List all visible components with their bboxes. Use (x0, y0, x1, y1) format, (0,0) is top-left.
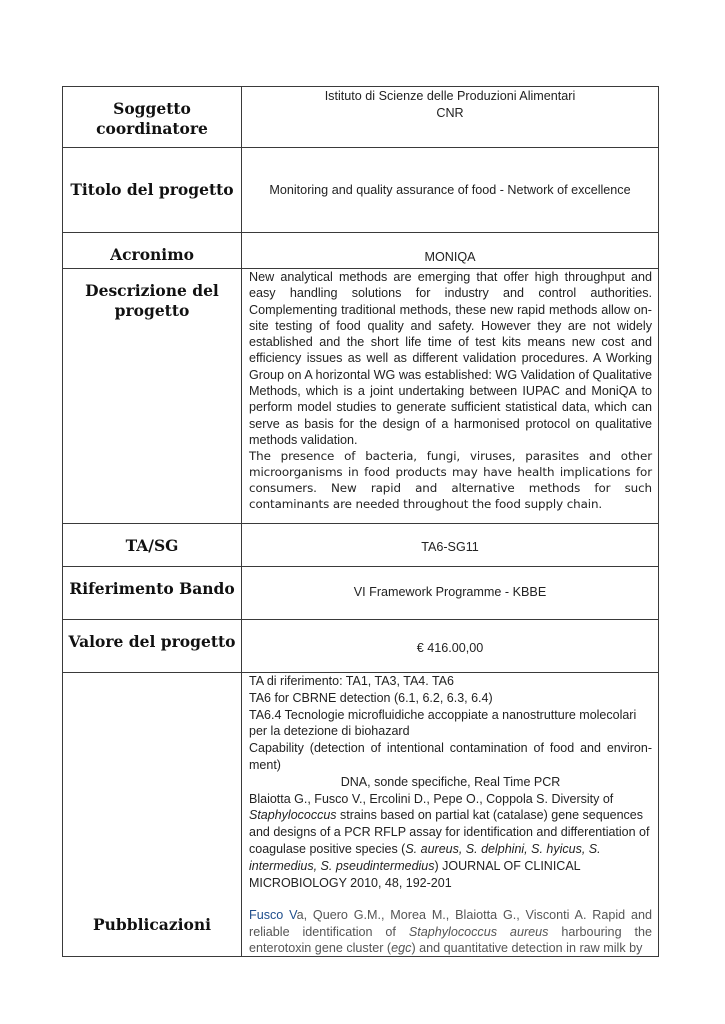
value-cell (242, 148, 659, 233)
ta-line: TA6 for CBRNE detection (6.1, 6.2, 6.3, 6.4) (249, 690, 493, 705)
label-cell (63, 673, 242, 957)
pub1-genus: Staphylococcus (249, 808, 337, 823)
label-text: Titolo del progetto (70, 180, 234, 199)
pub1-authors: Blaiotta G., Fusco V., Ercolini D., Pepe O., Coppola S. Diversity of (249, 791, 614, 806)
institute-org: CNR (436, 106, 464, 120)
description-paragraph-1: New analytical methods are emerging that offer high throughput and easy handling solutions for industry and control authorities. Complementing traditional methods, these new rapid methods allow on-site testing of food quality and safety. However they are not widely established and the short life time of test kits means new cost and efficiency issues as well as different validation procedures. A Working Group on A horizontal WG was established: WG Validation of Qualitative Methods, which is a joint undertaking between IUPAC and MoniQA to perform model studies to generate sufficient statistical data, which can serve as basis for the design of a harmonised protocol on qualitative methods validation. (249, 270, 652, 447)
value-cell (242, 233, 659, 269)
pub1-journal: ) JOURNAL OF CLINICAL MICROBIOLOGY 2010, 48, 192-201 (249, 858, 581, 890)
project-value: € 416.00,00 (416, 641, 484, 655)
publication-2 (242, 907, 658, 956)
label-cell (63, 233, 242, 269)
value-cell (242, 269, 659, 524)
value-cell (242, 673, 659, 957)
pub2-gene: egc (391, 940, 412, 955)
label-line: Descrizione del (85, 281, 219, 300)
label-cell (63, 87, 242, 148)
label-text: Riferimento Bando (69, 579, 235, 598)
label-cell (63, 269, 242, 524)
label-cell (63, 524, 242, 567)
label-cell (63, 567, 242, 620)
bando-value: VI Framework Programme - KBBE (353, 585, 547, 599)
acronym: MONIQA (424, 250, 476, 264)
value-cell (242, 567, 659, 620)
row-pubblicazioni (63, 673, 659, 957)
description-paragraph-2: The presence of bacteria, fungi, viruses, parasites and other microorganisms in food products may have health implications for consumers. New rapid and alternative methods for such contaminants are needed throughout the food supply chain. (249, 449, 652, 512)
row-descrizione (63, 269, 659, 524)
label-text: Acronimo (110, 245, 194, 264)
value-cell (242, 524, 659, 567)
ta-sg-value: TA6-SG11 (421, 540, 479, 554)
pub2-species: Staphylococcus aureus (408, 924, 549, 939)
ta-line: TA6.4 Tecnologie microfluidiche accoppiate a nanostrutture molecolari per la detezione di biohazard (249, 707, 637, 739)
value-cell (242, 87, 659, 148)
project-info-table (62, 86, 659, 957)
row-riferimento-bando (63, 567, 659, 620)
ta-line: TA di riferimento: TA1, TA3, TA4. TA6 (249, 674, 454, 688)
institute-name: Istituto di Scienze delle Produzioni Alimentari (324, 89, 576, 103)
label-line: Soggetto (113, 99, 191, 118)
label-cell (63, 148, 242, 233)
publication-1 (242, 791, 658, 892)
row-acronimo (63, 233, 659, 269)
row-ta-sg (63, 524, 659, 567)
pub2-text: harbouring the enterotoxin gene cluster ( (249, 924, 652, 955)
pub2-text: ) and quantitative detection in raw milk by (411, 940, 643, 955)
row-soggetto-coordinatore (63, 87, 659, 148)
ta-line: Capability (detection of intentional contamination of food and environ-ment) (249, 741, 652, 772)
pub1-text: strains based on partial kat (catalase) gene sequences and designs of a PCR RFLP assay for identification and differentiation of coagulase positive species ( (249, 808, 650, 856)
label-cell (63, 620, 242, 673)
label-text: Pubblicazioni (92, 915, 212, 935)
pub1-species: S. aureus, S. delphini, S. hyicus, S. intermedius, S. pseudintermedius (249, 841, 601, 873)
project-title: Monitoring and quality assurance of food - Network of excellence (269, 183, 631, 197)
row-titolo (63, 148, 659, 233)
label-line: coordinatore (96, 119, 208, 138)
value-cell (242, 620, 659, 673)
row-valore (63, 620, 659, 673)
pub2-highlight-author: Fusco V (249, 908, 297, 923)
label-text: TA/SG (125, 536, 179, 555)
label-text: Valore del progetto (68, 632, 236, 651)
label-line: progetto (114, 301, 190, 320)
pub2-text: a, Quero G.M., Morea M., Blaiotta G., Visconti A. Rapid and reliable identification of (249, 908, 652, 939)
keywords: DNA, sonde specifiche, Real Time PCR (340, 774, 561, 789)
